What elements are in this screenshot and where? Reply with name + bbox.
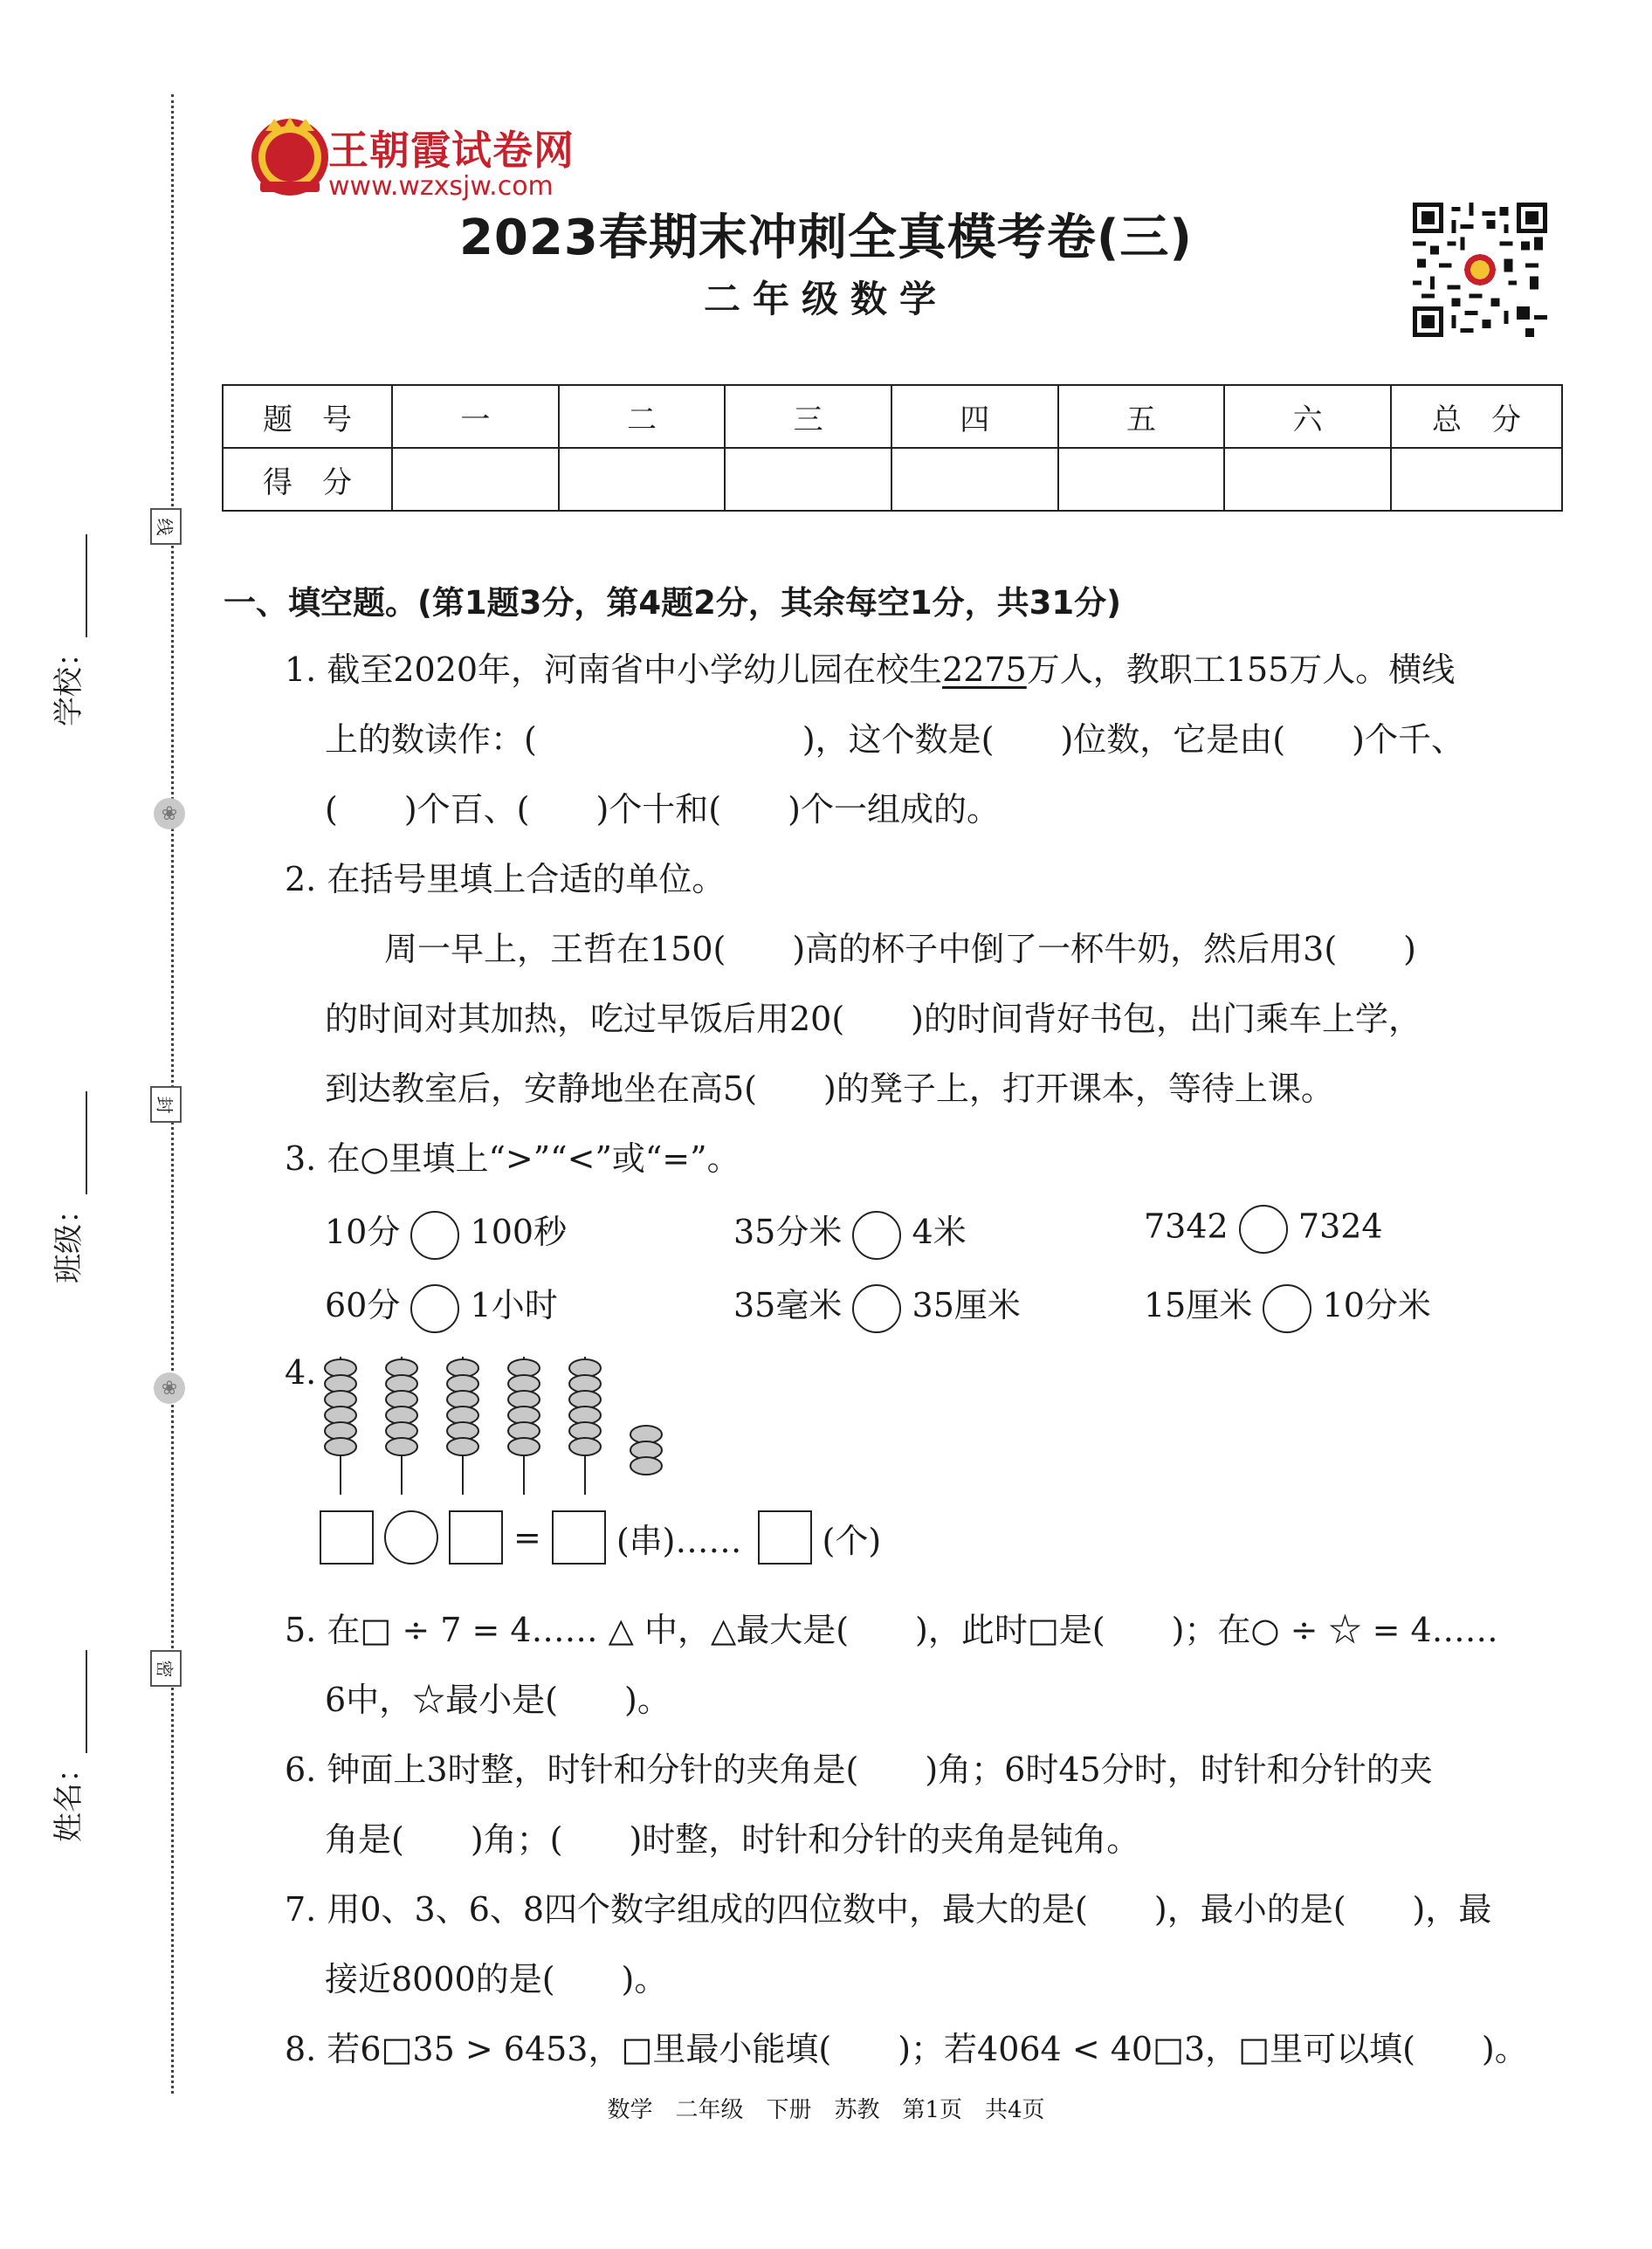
score-table-cell: 三	[725, 385, 891, 448]
compare-circle[interactable]	[852, 1284, 901, 1333]
score-table-cell: 五	[1058, 385, 1225, 448]
school-underline	[51, 534, 87, 637]
page-footer: 数学 二年级 下册 苏教 第1页 共4页	[607, 2097, 1045, 2123]
score-table-cell: 总 分	[1391, 385, 1562, 448]
compare-circle[interactable]	[410, 1211, 459, 1260]
section-1-title: 一、填空题。(第1题3分，第4题2分，其余每空1分，共31分)	[224, 584, 1122, 622]
q3-item[interactable]: 15厘米 10分米	[1144, 1278, 1431, 1333]
q1-line3[interactable]: ( )个百、( )个十和( )个一组成的。	[325, 790, 1000, 829]
qr-code-icon[interactable]	[1413, 203, 1547, 337]
bead	[569, 1438, 601, 1455]
q3-item[interactable]: 35毫米 35厘米	[733, 1278, 1021, 1333]
margin-mark-mi: 密	[150, 1650, 182, 1687]
brand-logo-icon	[246, 112, 334, 199]
q7-line2[interactable]: 接近8000的是( )。	[325, 1960, 668, 1998]
page-title: 2023春期末冲刺全真模考卷(三)	[458, 210, 1194, 266]
bead	[325, 1438, 356, 1455]
page-subtitle: 二年级数学	[703, 278, 948, 320]
score-table-cell: 题 号	[223, 385, 392, 448]
q7-line1[interactable]: 7. 用0、3、6、8四个数字组成的四位数中，最大的是( )，最小的是( )，最	[285, 1890, 1492, 1929]
q6-line1[interactable]: 6. 钟面上3时整，时针和分针的夹角是( )角；6时45分时，时针和分针的夹	[285, 1750, 1433, 1789]
q1-line1	[285, 643, 1455, 691]
bead	[447, 1438, 478, 1455]
answer-box[interactable]	[552, 1510, 606, 1565]
answer-box[interactable]	[449, 1510, 503, 1565]
skewer	[386, 1357, 417, 1495]
score-input-cell[interactable]	[1391, 448, 1562, 511]
margin-seal-icon: ❀	[154, 1372, 185, 1404]
name-field[interactable]	[35, 1650, 87, 1842]
q2-line1: 2. 在括号里填上合适的单位。	[285, 860, 726, 898]
class-underline	[51, 1091, 87, 1194]
margin-mark-feng: 封	[150, 1086, 182, 1123]
unit-chuan: (串)……	[616, 1521, 742, 1560]
beads-on-skewers-image	[318, 1350, 685, 1498]
score-input-cell[interactable]	[392, 448, 559, 511]
score-input-cell[interactable]	[891, 448, 1058, 511]
score-table-header-row	[223, 385, 1562, 448]
q3-line1: 3. 在○里填上“>”“<”或“=”。	[285, 1139, 740, 1178]
q3-item[interactable]: 7342 7324	[1144, 1205, 1383, 1254]
score-input-cell[interactable]	[725, 448, 891, 511]
q3-item[interactable]: 35分米 4米	[733, 1205, 967, 1260]
q1-line2[interactable]: 上的数读作：( )，这个数是( )位数，它是由( )个千、	[325, 720, 1464, 759]
school-field[interactable]	[35, 534, 87, 726]
q1-text: 万人，教职工155万人。横线	[1026, 650, 1456, 689]
compare-circle[interactable]	[1239, 1205, 1288, 1254]
compare-circle[interactable]	[852, 1211, 901, 1260]
q2-line4[interactable]: 到达教室后，安静地坐在高5( )的凳子上，打开课本，等待上课。	[325, 1069, 1334, 1108]
q6-line2[interactable]: 角是( )角；( )时整，时针和分针的夹角是钝角。	[325, 1820, 1140, 1859]
score-table	[222, 384, 1563, 512]
skewer	[569, 1357, 601, 1495]
score-table-cell: 六	[1224, 385, 1391, 448]
score-table-cell: 一	[392, 385, 559, 448]
answer-box[interactable]	[320, 1510, 374, 1565]
name-label: 姓名：	[52, 1753, 86, 1842]
brand-url[interactable]: www.wzxsjw.com	[328, 171, 554, 202]
operator-circle[interactable]	[384, 1510, 438, 1565]
class-label: 班级：	[52, 1194, 86, 1283]
answer-box[interactable]	[758, 1510, 812, 1565]
q5-line1[interactable]: 5. 在□ ÷ 7 = 4…… △ 中，△最大是( )，此时□是( )；在○ ÷ ☆ = 4……	[285, 1611, 1498, 1649]
class-field[interactable]	[35, 1091, 87, 1283]
margin-seal-icon: ❀	[154, 798, 185, 829]
skewer	[508, 1357, 540, 1495]
bead	[630, 1457, 662, 1475]
score-input-cell[interactable]	[1058, 448, 1225, 511]
q5-line2[interactable]: 6中，☆最小是( )。	[325, 1681, 671, 1719]
q1-text: 1. 截至2020年，河南省中小学幼儿园在校生	[285, 650, 943, 689]
skewer	[630, 1426, 662, 1475]
skewer	[325, 1357, 356, 1495]
q3-item[interactable]: 10分 100秒	[325, 1205, 567, 1260]
bead	[386, 1438, 417, 1455]
score-input-cell[interactable]	[1224, 448, 1391, 511]
q4-equation[interactable]	[320, 1510, 881, 1565]
q2-line3[interactable]: 的时间对其加热，吃过早饭后用20( )的时间背好书包，出门乘车上学，	[325, 1000, 1422, 1038]
compare-circle[interactable]	[410, 1284, 459, 1333]
skewer	[447, 1357, 478, 1495]
brand-name: 王朝霞试卷网	[328, 127, 575, 174]
name-underline	[51, 1650, 87, 1753]
bead	[508, 1438, 540, 1455]
score-table-cell: 二	[559, 385, 726, 448]
school-label: 学校：	[52, 637, 86, 726]
q1-underlined-number: 2275	[942, 650, 1027, 689]
q8-line1[interactable]: 8. 若6□35 > 6453，□里最小能填( )；若4064 < 40□3，□里可以填( )。	[285, 2030, 1528, 2068]
q3-item[interactable]: 60分 1小时	[325, 1278, 558, 1333]
score-table-cell: 得 分	[223, 448, 392, 511]
q2-line2[interactable]: 周一早上，王哲在150( )高的杯子中倒了一杯牛奶，然后用3( )	[384, 930, 1417, 968]
margin-mark-xian: 线	[150, 508, 182, 545]
unit-ge: (个)	[822, 1521, 882, 1560]
score-table-cell: 四	[891, 385, 1058, 448]
score-table-score-row	[223, 448, 1562, 511]
score-input-cell[interactable]	[559, 448, 726, 511]
compare-circle[interactable]	[1263, 1284, 1311, 1333]
equals-sign: =	[513, 1518, 541, 1557]
q4-number: 4.	[285, 1353, 317, 1392]
